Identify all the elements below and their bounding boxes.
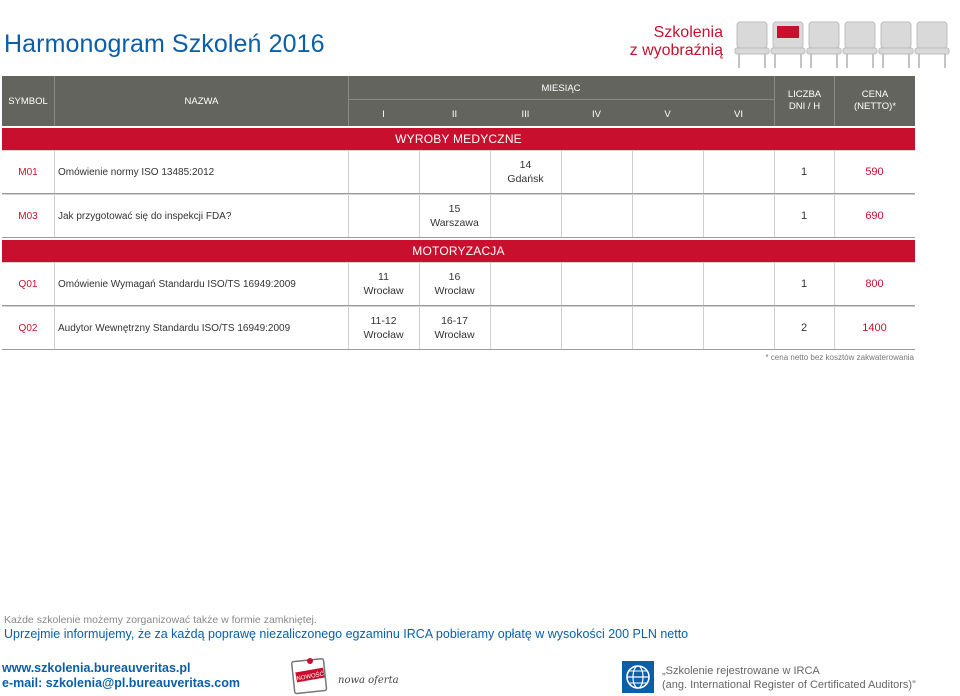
session-city: Warszawa xyxy=(430,217,479,229)
table-header xyxy=(2,76,915,126)
schedule-table xyxy=(2,76,915,350)
session-city: Wrocław xyxy=(434,285,475,297)
session-date: 11-12 xyxy=(370,315,397,327)
section-title: WYROBY MEDYCZNE xyxy=(2,128,915,150)
irca-line-2: (ang. International Register of Certificated Auditors)” xyxy=(662,679,916,691)
month-header: I xyxy=(382,109,385,120)
irca-line-1: „Szkolenie rejestrowane w IRCA xyxy=(662,665,820,677)
stamp-label: NOWOŚĆ xyxy=(296,671,325,683)
session-cell xyxy=(419,307,490,349)
price-footnote: * cena netto bez kosztów zakwaterowania xyxy=(765,353,914,362)
col-name: NAZWA xyxy=(184,95,219,107)
contact-block xyxy=(2,661,240,691)
session-cell xyxy=(490,151,561,193)
session-cell xyxy=(348,307,419,349)
table-row xyxy=(2,262,915,306)
closed-training-note: Każde szkolenie możemy zorganizować także w formie zamkniętej. xyxy=(4,614,317,626)
stamp-icon xyxy=(290,655,330,695)
session-date: 16-17 xyxy=(441,315,468,327)
session-city: Wrocław xyxy=(434,329,475,341)
session-cell xyxy=(419,263,490,305)
course-code: M03 xyxy=(18,210,38,222)
session-city: Gdańsk xyxy=(507,173,544,185)
col-price-line1: CENA xyxy=(861,89,889,100)
course-days: 1 xyxy=(800,166,808,178)
month-header: III xyxy=(521,109,530,120)
session-date: 14 xyxy=(519,159,532,171)
course-price: 590 xyxy=(865,166,884,178)
session-city: Wrocław xyxy=(363,285,404,297)
course-price: 800 xyxy=(865,278,884,290)
month-header: II xyxy=(451,109,458,120)
globe-icon xyxy=(622,661,654,693)
month-header: VI xyxy=(734,109,743,120)
course-days: 1 xyxy=(800,210,808,222)
month-header: V xyxy=(664,109,671,120)
course-name: Omówienie Wymagań Standardu ISO/TS 16949:2009 xyxy=(58,278,296,290)
course-code: Q02 xyxy=(18,322,38,334)
course-days: 1 xyxy=(800,278,808,290)
new-offer-signature: nowa oferta xyxy=(338,675,399,686)
session-cell xyxy=(419,195,490,237)
session-date: 16 xyxy=(448,271,461,283)
session-city: Wrocław xyxy=(363,329,404,341)
course-code: M01 xyxy=(18,166,38,178)
course-name: Audytor Wewnętrzny Standardu ISO/TS 16949:2009 xyxy=(58,322,291,334)
col-days-line2: DNI / H xyxy=(788,101,821,112)
irca-fee-note: Uprzejmie informujemy, że za każdą poprawę niezaliczonego egzaminu IRCA pobieramy opłatę w wysokości 200 PLN netto xyxy=(4,627,689,641)
month-header: IV xyxy=(592,109,601,120)
col-symbol: SYMBOL xyxy=(8,95,48,107)
brand-line-1: Szkolenia xyxy=(653,24,723,41)
col-month: MIESIĄC xyxy=(541,83,581,94)
brand-tagline xyxy=(628,24,723,60)
irca-registration xyxy=(662,664,916,692)
chairs-image xyxy=(733,18,953,70)
course-price: 1400 xyxy=(862,322,887,334)
course-days: 2 xyxy=(800,322,808,334)
email-link[interactable]: e-mail: szkolenia@pl.bureauveritas.com xyxy=(2,676,240,690)
session-date: 15 xyxy=(448,203,461,215)
col-price-line2: (NETTO)* xyxy=(853,101,897,112)
section-title: MOTORYZACJA xyxy=(2,240,915,262)
brand-line-2: z wyobraźnią xyxy=(629,42,723,59)
col-price xyxy=(835,76,915,126)
session-cell xyxy=(348,263,419,305)
table-row xyxy=(2,306,915,350)
course-name: Omówienie normy ISO 13485:2012 xyxy=(58,166,215,178)
col-days-line1: LICZBA xyxy=(787,89,822,100)
course-code: Q01 xyxy=(18,278,38,290)
session-date: 11 xyxy=(378,271,389,283)
table-row xyxy=(2,194,915,238)
col-days xyxy=(775,76,834,126)
website-link[interactable]: www.szkolenia.bureauveritas.pl xyxy=(2,661,191,675)
table-row xyxy=(2,150,915,194)
page-title: Harmonogram Szkoleń 2016 xyxy=(4,30,325,58)
course-price: 690 xyxy=(865,210,884,222)
course-name: Jak przygotować się do inspekcji FDA? xyxy=(58,210,232,222)
